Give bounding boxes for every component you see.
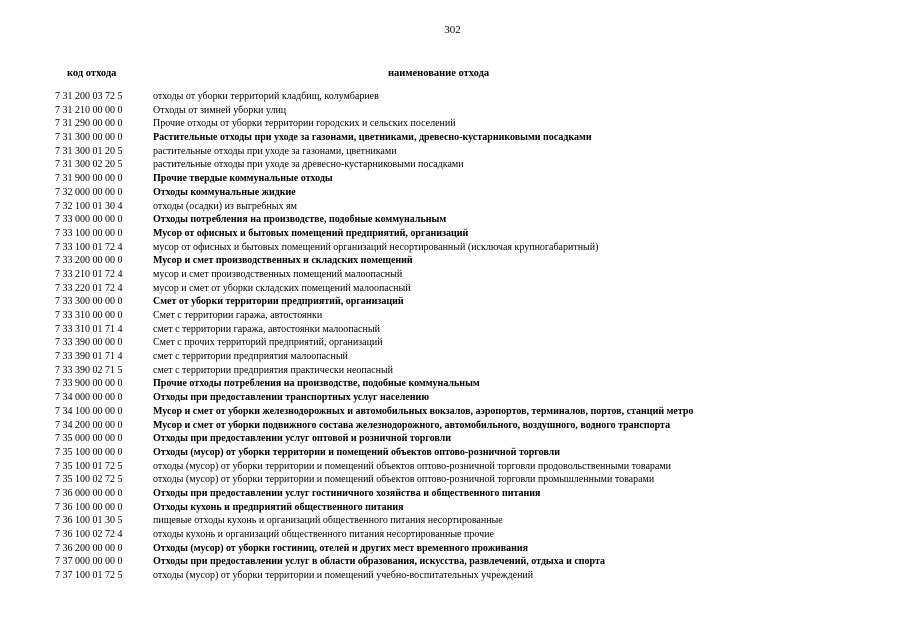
- table-row: [0, 405, 905, 419]
- table-row: [0, 117, 905, 131]
- waste-code: 7 33 310 01 71 4: [55, 323, 123, 335]
- waste-name: Прочие отходы потребления на производстве, подобные коммунальным: [153, 378, 480, 390]
- waste-name: отходы (мусор) от уборки территории и помещений учебно-воспитательных учреждений: [153, 570, 534, 582]
- waste-name: Мусор и смет производственных и складских помещений: [153, 255, 413, 267]
- table-row: [0, 460, 905, 474]
- waste-code: 7 35 100 00 00 0: [55, 446, 123, 458]
- waste-code: 7 33 390 01 71 4: [55, 351, 123, 363]
- waste-code: 7 31 200 03 72 5: [55, 91, 123, 102]
- table-row: [0, 295, 905, 309]
- table-row: [0, 501, 905, 515]
- table-row: [0, 377, 905, 391]
- table-row: [0, 145, 905, 159]
- waste-name: Отходы потребления на производстве, подобные коммунальным: [153, 214, 447, 226]
- table-row: [0, 487, 905, 501]
- table-row: [0, 350, 905, 364]
- table-row: [0, 391, 905, 405]
- waste-name: Мусор и смет от уборки железнодорожных и автомобильных вокзалов, аэропортов, терминалов, портов, станций метро: [153, 405, 694, 417]
- waste-code: 7 31 300 00 00 0: [55, 132, 123, 144]
- waste-name: пищевые отходы кухонь и организаций общественного питания несортированные: [153, 515, 503, 527]
- waste-code: 7 35 100 01 72 5: [55, 460, 123, 472]
- waste-code: 7 34 200 00 00 0: [55, 419, 123, 431]
- page-number: 302: [444, 24, 461, 36]
- waste-name: Мусор от офисных и бытовых помещений предприятий, организаций: [153, 227, 469, 239]
- table-row: [0, 200, 905, 214]
- waste-code: 7 35 100 02 72 5: [55, 474, 123, 486]
- waste-name: Прочие твердые коммунальные отходы: [153, 173, 333, 185]
- table-row: [0, 473, 905, 487]
- table-row: [0, 514, 905, 528]
- waste-code: 7 32 000 00 00 0: [55, 186, 123, 198]
- waste-code: 7 31 290 00 00 0: [55, 118, 123, 130]
- table-row: [0, 542, 905, 556]
- waste-name: мусор от офисных и бытовых помещений организаций несортированный (исключая крупногабаритный): [153, 241, 599, 253]
- waste-code: 7 33 100 01 72 4: [55, 241, 123, 253]
- waste-code: 7 36 100 00 00 0: [55, 501, 123, 513]
- waste-name: смет с территории предприятия практически неопасный: [153, 364, 394, 376]
- table-row: [0, 268, 905, 282]
- column-header-code: код отхода: [67, 68, 117, 79]
- waste-name: Отходы кухонь и предприятий общественного питания: [153, 501, 404, 513]
- table-row: [0, 254, 905, 268]
- waste-code: 7 33 210 01 72 4: [55, 268, 123, 280]
- waste-name: Смет от уборки территории предприятий, организаций: [153, 296, 404, 308]
- waste-code: 7 36 100 01 30 5: [55, 515, 123, 527]
- waste-code: 7 33 100 00 00 0: [55, 227, 123, 239]
- waste-name: Отходы (мусор) от уборки гостиниц, отелей и других мест временного проживания: [153, 542, 529, 554]
- table-row: [0, 336, 905, 350]
- table-row: [0, 555, 905, 569]
- table-row: [0, 241, 905, 255]
- waste-name: отходы (мусор) от уборки территории и помещений объектов оптово-розничной торговли продовольственными товарами: [153, 460, 672, 472]
- waste-name: Мусор и смет от уборки подвижного состава железнодорожного, автомобильного, воздушного, водного транспорта: [153, 419, 671, 431]
- waste-code: 7 34 100 00 00 0: [55, 405, 123, 417]
- waste-code: 7 33 390 02 71 5: [55, 364, 123, 376]
- waste-name: Смет с прочих территорий предприятий, организаций: [153, 337, 383, 349]
- waste-code: 7 37 100 01 72 5: [55, 570, 123, 582]
- waste-name: смет с территории гаража, автостоянки малоопасный: [153, 323, 380, 335]
- waste-name: Отходы при предоставлении услуг оптовой и розничной торговли: [153, 433, 451, 445]
- waste-code: 7 35 000 00 00 0: [55, 433, 123, 445]
- waste-name: смет с территории предприятия малоопасный: [153, 351, 348, 363]
- waste-name: Отходы от зимней уборки улиц: [153, 104, 287, 116]
- waste-code: 7 33 310 00 00 0: [55, 310, 123, 321]
- waste-code: 7 33 000 00 00 0: [55, 214, 123, 226]
- table-row: [0, 323, 905, 337]
- table-row: [0, 213, 905, 227]
- waste-code: 7 31 300 01 20 5: [55, 145, 123, 157]
- waste-code: 7 32 100 01 30 4: [55, 200, 123, 212]
- waste-name: мусор и смет от уборки складских помещений малоопасный: [153, 282, 411, 294]
- waste-code: 7 31 210 00 00 0: [55, 104, 123, 116]
- waste-name: Отходы при предоставлении услуг в области образования, искусства, развлечений, отдыха и спорта: [153, 556, 606, 568]
- table-row: [0, 446, 905, 460]
- table-row: [0, 104, 905, 118]
- waste-name: Растительные отходы при уходе за газонами, цветниками, древесно-кустарниковыми посадками: [153, 132, 592, 144]
- waste-code: 7 36 100 02 72 4: [55, 529, 123, 540]
- waste-name: отходы (мусор) от уборки территории и помещений объектов оптово-розничной торговли промышленными товарами: [153, 474, 655, 486]
- waste-code: 7 37 000 00 00 0: [55, 556, 123, 568]
- waste-name: растительные отходы при уходе за газонами, цветниками: [153, 145, 397, 157]
- table-row: [0, 569, 905, 583]
- waste-name: мусор и смет производственных помещений малоопасный: [153, 268, 403, 280]
- waste-name: растительные отходы при уходе за древесно-кустарниковыми посадками: [153, 159, 464, 171]
- waste-table: [0, 90, 905, 583]
- table-row: [0, 172, 905, 186]
- table-row: [0, 131, 905, 145]
- waste-code: 7 33 200 00 00 0: [55, 255, 123, 267]
- table-row: [0, 419, 905, 433]
- waste-name: Прочие отходы от уборки территории городских и сельских поселений: [153, 118, 456, 130]
- waste-code: 7 34 000 00 00 0: [55, 392, 123, 404]
- waste-name: Отходы (мусор) от уборки территории и помещений объектов оптово-розничной торговли: [153, 446, 560, 458]
- waste-name: отходы кухонь и организаций общественного питания несортированные прочие: [153, 529, 494, 540]
- waste-name: Отходы при предоставлении транспортных услуг населению: [153, 392, 429, 404]
- waste-code: 7 33 220 01 72 4: [55, 282, 123, 294]
- table-header: [0, 68, 905, 82]
- waste-code: 7 31 300 02 20 5: [55, 159, 123, 171]
- waste-code: 7 31 900 00 00 0: [55, 173, 123, 185]
- waste-code: 7 33 900 00 00 0: [55, 378, 123, 390]
- table-row: [0, 528, 905, 542]
- column-header-name: наименование отхода: [388, 68, 490, 79]
- waste-code: 7 36 000 00 00 0: [55, 487, 123, 499]
- table-row: [0, 158, 905, 172]
- waste-name: отходы от уборки территорий кладбищ, колумбариев: [153, 91, 379, 102]
- waste-name: отходы (осадки) из выгребных ям: [153, 200, 297, 212]
- waste-code: 7 33 300 00 00 0: [55, 296, 123, 308]
- table-row: [0, 186, 905, 200]
- table-row: [0, 90, 905, 104]
- table-row: [0, 282, 905, 296]
- waste-code: 7 36 200 00 00 0: [55, 542, 123, 554]
- waste-name: Отходы при предоставлении услуг гостиничного хозяйства и общественного питания: [153, 487, 541, 499]
- table-row: [0, 309, 905, 323]
- table-row: [0, 432, 905, 446]
- waste-name: Отходы коммунальные жидкие: [153, 186, 296, 198]
- table-row: [0, 364, 905, 378]
- table-row: [0, 227, 905, 241]
- waste-name: Смет с территории гаража, автостоянки: [153, 310, 323, 321]
- waste-code: 7 33 390 00 00 0: [55, 337, 123, 349]
